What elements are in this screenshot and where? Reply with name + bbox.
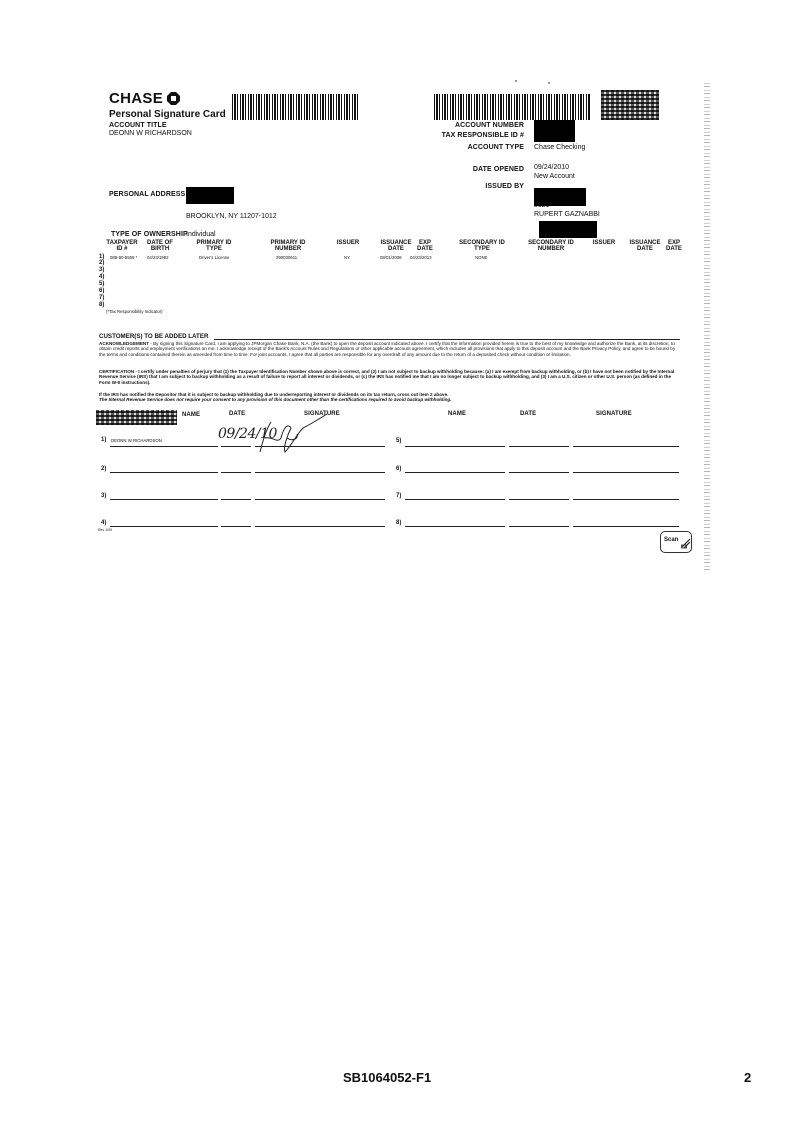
date-opened-note: New Account	[534, 173, 575, 180]
col-exp-date-2: EXP DATE	[666, 240, 682, 252]
col-issuer-2: ISSUER	[592, 240, 616, 246]
certification-text: - I certify under penalties of perjury that (1) the Taxpayer Identification Number shown above is correct, and (2) I am not subject to backup withholding because: (a) I am exempt from backup withholding, or (b) I have not been notified by the Internal Revenue Service (IRS) that I am subject to backup withholding as a result of failure to report all interest or dividends, or (c) the IRS has notified me that I am no longer subject to backup withholding, and (3) I am a U.S. citizen or other U.S. person (as defined in the Form W-9 instructions).	[99, 369, 675, 385]
page-number: 2	[744, 1070, 752, 1085]
sig-line-signature	[255, 499, 385, 500]
irs-notice-line-1: If the IRS has notified the Depositor that it is subject to backup withholding due to underreporting interest or dividends on its tax return, cross out item 2 above.	[99, 392, 449, 397]
row-number: 8)	[99, 302, 105, 308]
scan-button[interactable]	[660, 531, 692, 553]
sig-col-name-left: NAME	[182, 412, 201, 418]
irs-notice-line-2: The Internal Revenue Service does not require your consent to any provision of this document other than the certifications required to avoid backup withholding.	[99, 397, 452, 402]
sig-row-number: 8)	[396, 520, 402, 526]
sig-line-name	[405, 499, 505, 500]
sig-line-date	[509, 472, 569, 473]
row-number: 6)	[99, 288, 105, 294]
certification-paragraph	[99, 369, 681, 385]
sig-line-signature	[573, 526, 679, 527]
signature-barcode	[96, 410, 177, 425]
sig-col-date-left: DATE	[229, 411, 246, 417]
tax-responsible-id-label: TAX RESPONSIBLE ID #	[441, 132, 524, 139]
col-primary-id-type: PRIMARY ID TYPE	[196, 240, 232, 252]
sig-line-signature	[573, 499, 679, 500]
date-opened-value: 09/24/2010	[534, 164, 570, 171]
sig-line-signature	[255, 472, 385, 473]
col-taxpayer-id: TAXPAYER ID #	[106, 240, 138, 252]
sig-line-date	[221, 499, 251, 500]
sig-line-date	[221, 526, 251, 527]
sig-row1-date-handwritten: 09/24/10	[218, 426, 277, 442]
barcode-top-left	[232, 94, 360, 120]
certification-title: CERTIFICATION	[99, 369, 135, 374]
row1-dob: 04/23/1982	[147, 255, 169, 260]
barcode-top-right	[434, 94, 590, 120]
sig-line-name	[405, 472, 505, 473]
row1-primary-id-type: Driver's License	[199, 255, 230, 260]
sig-line-name	[110, 446, 218, 447]
sig-col-date-right: DATE	[520, 411, 537, 417]
scan-speck	[515, 80, 517, 82]
revision-label: Rev 1/09	[98, 528, 113, 532]
account-number-label: ACCOUNT NUMBER	[454, 122, 524, 129]
row-number: 7)	[99, 295, 105, 301]
row-number: 2)	[99, 260, 105, 266]
col-exp-date: EXP DATE	[417, 240, 433, 252]
sig-line-signature	[573, 472, 679, 473]
sig-row1-name: DEONN W RICHARDSON	[111, 438, 162, 443]
date-opened-label: DATE OPENED	[472, 166, 524, 173]
chase-logo	[109, 90, 180, 109]
sig-line-date	[509, 499, 569, 500]
col-issuer: ISSUER	[336, 240, 360, 246]
col-primary-id-number: PRIMARY ID NUMBER	[270, 240, 306, 252]
octagon-icon	[167, 92, 180, 109]
sig-line-date	[221, 446, 251, 447]
issued-by-code: 3021	[534, 202, 550, 209]
customers-to-be-added-label: CUSTOMER(S) TO BE ADDED LATER	[99, 333, 209, 340]
col-issuance-date: ISSUANCE DATE	[380, 240, 412, 252]
account-title-label: ACCOUNT TITLE	[109, 122, 167, 129]
row1-taxpayer-id: 088-90-5559 *	[110, 255, 138, 260]
customers-line	[214, 339, 680, 340]
sig-row-number: 1)	[101, 437, 107, 443]
row1-exp-date: 04/23/2013	[410, 255, 432, 260]
sig-line-name	[110, 526, 218, 527]
card-title: Personal Signature Card	[109, 109, 226, 120]
sig-col-name-right: NAME	[448, 411, 467, 417]
sig-row-number: 3)	[101, 493, 107, 499]
scan-button-label: Scan	[664, 537, 679, 543]
sig-line-signature	[255, 446, 385, 447]
col-secondary-id-type: SECONDARY ID TYPE	[459, 240, 505, 252]
row1-primary-id-number: 290030611	[276, 255, 298, 260]
ownership-value: Individual	[186, 231, 216, 238]
row1-issuance-date: 08/01/2008	[380, 255, 402, 260]
sig-row-number: 6)	[396, 466, 402, 472]
address-city-line: BROOKLYN, NY 11207-1012	[186, 213, 277, 220]
account-type-value: Chase Checking	[534, 144, 586, 151]
row-number: 4)	[99, 274, 105, 280]
account-title-value: DEONN W RICHARDSON	[109, 130, 192, 137]
document-id: SB1064052-F1	[343, 1070, 432, 1085]
acknowledgement-text: - By signing this Signature Card, I am applying to JPMorgan Chase Bank, N.A. (the Bank) to open the deposit account indicated above. I certify that the information provided herein is true to the best of my knowledge and authorize the Bank, at its discretion, to obtain credit reports and employment verifications on me. I acknowledge receipt of the Bank's Account Rules and Regulations or other applicable account agreement, which includes all provisions that apply to this deposit account and the Bank Privacy Policy, and agree to be bound by the terms and conditions contained therein as amended from time to time. For joint accounts, I agree that all parties are responsible for any overdraft of any amount due to the return of a deposited check without condition or limitation.	[99, 341, 676, 357]
row1-secondary-id-type: NONE	[475, 255, 488, 260]
redacted-issuer-2	[539, 221, 597, 238]
scan-speck	[548, 82, 550, 84]
row1-issuer: NY	[344, 255, 350, 260]
row-number: 5)	[99, 281, 105, 287]
row-number: 3)	[99, 267, 105, 273]
issued-by-label: ISSUED BY	[485, 183, 524, 190]
table-footnote: (*Tax Responsibility Indicator)	[106, 309, 163, 314]
redacted-account-info	[534, 120, 575, 142]
redacted-street-address	[186, 187, 234, 204]
sig-line-date	[509, 526, 569, 527]
scan-edge-artifact	[704, 80, 710, 570]
sig-col-signature-right: SIGNATURE	[596, 411, 632, 417]
2d-barcode	[601, 90, 659, 120]
issued-by-name: RUPERT GAZNABBI	[534, 211, 600, 218]
sig-line-signature	[573, 446, 679, 447]
scanner-icon	[681, 536, 691, 554]
personal-address-label: PERSONAL ADDRESS	[109, 191, 186, 198]
handwritten-signature	[257, 408, 332, 461]
ownership-label: TYPE OF OWNERSHIP	[111, 231, 188, 238]
sig-line-name	[405, 526, 505, 527]
sig-row-number: 4)	[101, 520, 107, 526]
sig-line-date	[221, 472, 251, 473]
sig-line-signature	[255, 526, 385, 527]
sig-col-signature-left: SIGNATURE	[304, 411, 340, 417]
bank-name: CHASE	[109, 90, 164, 107]
sig-row-number: 7)	[396, 493, 402, 499]
sig-row-number: 2)	[101, 466, 107, 472]
col-secondary-id-number: SECONDARY ID NUMBER	[528, 240, 574, 252]
sig-line-name	[405, 446, 505, 447]
account-type-label: ACCOUNT TYPE	[467, 144, 524, 151]
acknowledgement-paragraph	[99, 341, 681, 357]
acknowledgement-title: ACKNOWLEDGEMENT	[99, 341, 150, 346]
sig-line-name	[110, 472, 218, 473]
row-number: 1)	[99, 254, 105, 260]
sig-line-date	[509, 446, 569, 447]
col-issuance-date-2: ISSUANCE DATE	[629, 240, 661, 252]
col-date-of-birth: DATE OF BIRTH	[147, 240, 173, 252]
sig-row-number: 5)	[396, 438, 402, 444]
sig-line-name	[110, 499, 218, 500]
